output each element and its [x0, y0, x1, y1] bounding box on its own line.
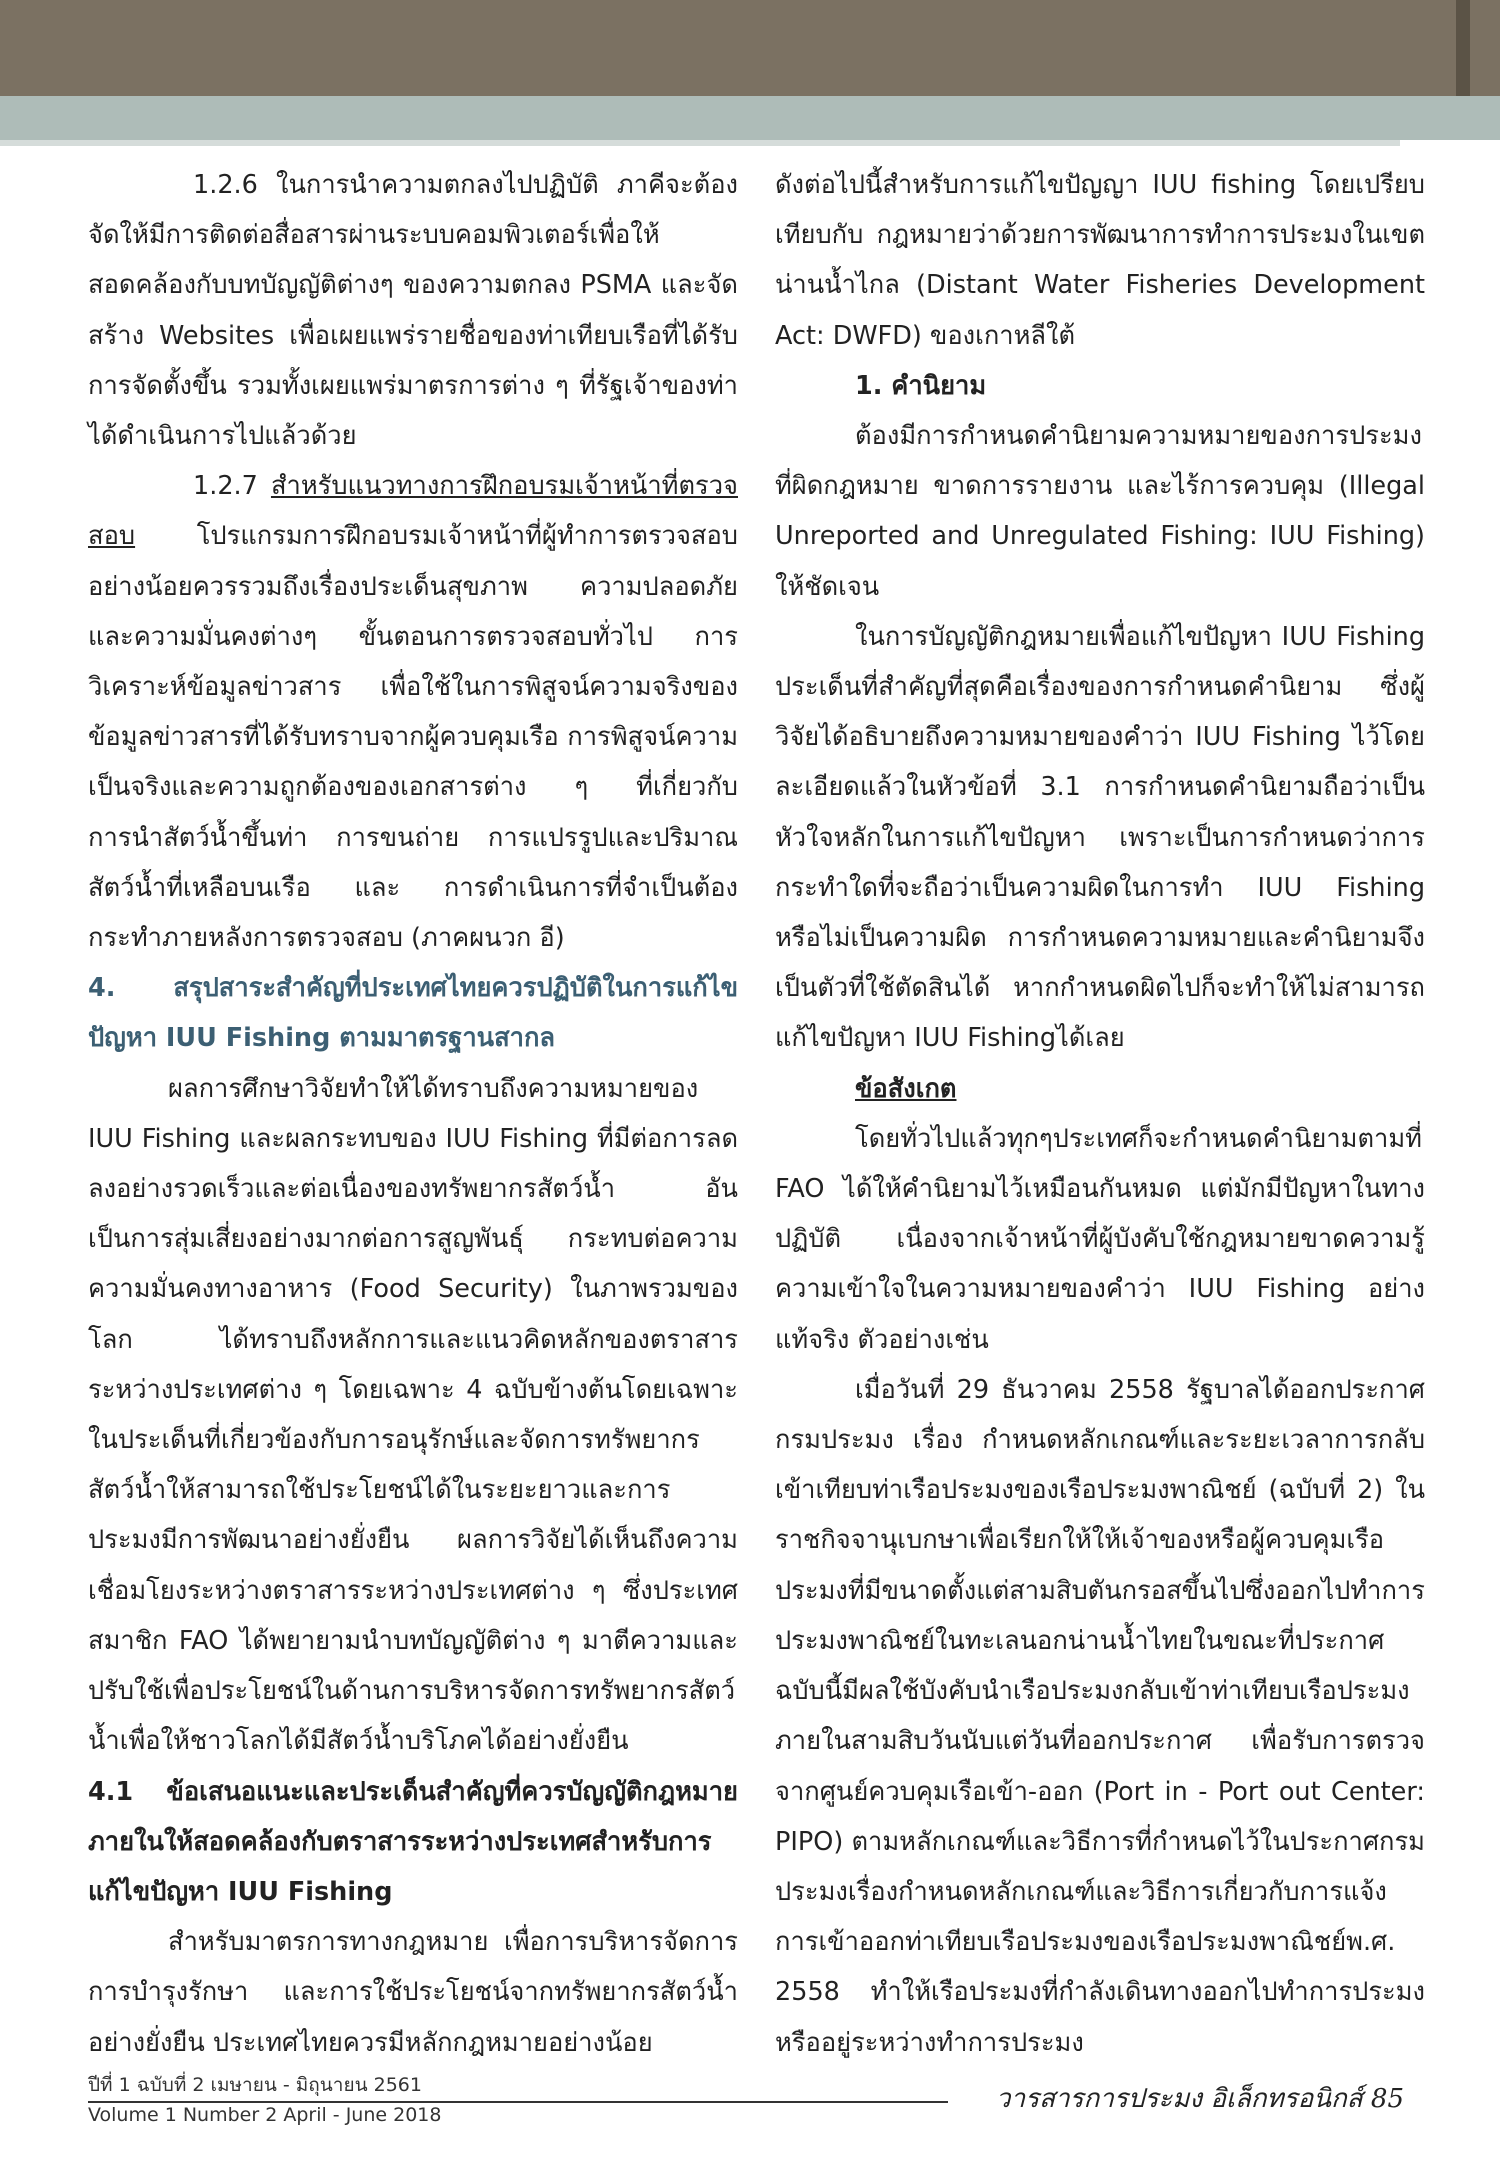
section-heading-4-1: 4.1 ข้อเสนอแนะและประเด็นสำคัญที่ควรบัญญัติกฎหมายภายในให้สอดคล้องกับตราสารระหว่างประเทศสำหรับการแก้ไขปัญหา IUU Fishing [88, 1776, 738, 1907]
journal-name: วารสารการประมง อิเล็กทรอนิกส์ [995, 2084, 1363, 2114]
paragraph-observation: โดยทั่วไปแล้วทุกๆประเทศก็จะกำหนดคำนิยามตามที่ FAO ได้ให้คำนิยามไว้เหมือนกันหมด แต่มักมีปัญหาในทางปฏิบัติ เนื่องจากเจ้าหน้าที่ผู้บังคับใช้กฎหมายขาดความรู้ความเข้าใจในความหมายของคำว่า IUU Fishing อย่างแท้จริง ตัวอย่างเช่น [775, 1123, 1425, 1355]
paragraph-text: โปรแกรมการฝึกอบรมเจ้าหน้าที่ผู้ทำการตรวจสอบ อย่างน้อยควรรวมถึงเรื่องประเด็นสุขภาพ ความปลอดภัยและความมั่นคงต่างๆ ขั้นตอนการตรวจสอบทั่วไป การวิเคราะห์ข้อมูลข่าวสาร เพื่อใช้ในการพิสูจน์ความจริงของข้อมูลข่าวสารที่ได้รับทราบจากผู้ควบคุมเรือ การพิสูจน์ความเป็นจริงและความถูกต้องของเอกสารต่าง ๆ ที่เกี่ยวกับ การนำสัตว์น้ำขึ้นท่า การขนถ่าย การแปรรูปและปริมาณสัตว์น้ำที่เหลือบนเรือ และ การดำเนินการที่จำเป็นต้องกระทำภายหลังการตรวจสอบ (ภาคผนวก อี) [88, 521, 738, 954]
right-column [775, 160, 1425, 2068]
paragraph-1-2-7 [88, 461, 738, 963]
header-band [0, 0, 1500, 96]
left-column [88, 160, 738, 2068]
footer-journal [996, 2078, 1404, 2119]
header-accent-shadow [0, 140, 1400, 146]
observation-label: ข้อสังเกต [855, 1073, 957, 1104]
issue-thai: ปีที่ 1 ฉบับที่ 2 เมษายน - มิถุนายน 2561 [88, 2074, 422, 2096]
observation-label-line [775, 1064, 1425, 1114]
paragraph-example: เมื่อวันที่ 29 ธันวาคม 2558 รัฐบาลได้ออกประกาศกรมประมง เรื่อง กำหนดหลักเกณฑ์และระยะเวลาการกลับเข้าเทียบท่าเรือประมงของเรือประมงพาณิชย์ (ฉบับที่ 2) ในราชกิจจานุเบกษาเพื่อเรียกให้ให้เจ้าของหรือผู้ควบคุมเรือประมงที่มีขนาดตั้งแต่สามสิบตันกรอสขึ้นไปซึ่งออกไปทำการประมงพาณิชย์ในทะเลนอกน่านน้ำไทยในขณะที่ประกาศฉบับนี้มีผลใช้บังคับนำเรือประมงกลับเข้าท่าเทียบเรือประมงภายในสามสิบวันนับแต่วันที่ออกประกาศ เพื่อรับการตรวจจากศูนย์ควบคุมเรือเข้า-ออก (Port in - Port out Center: PIPO) ตามหลักเกณฑ์และวิธีการที่กำหนดไว้ในประกาศกรมประมงเรื่องกำหนดหลักเกณฑ์และวิธีการเกี่ยวกับการแจ้งการเข้าออกท่าเทียบเรือประมงของเรือประมงพาณิชย์พ.ศ. 2558 ทำให้เรือประมงที่กำลังเดินทางออกไปทำการประมงหรืออยู่ระหว่างทำการประมง [775, 1374, 1425, 2058]
header-accent-band [0, 96, 1500, 140]
issue-english: Volume 1 Number 2 April - June 2018 [88, 2104, 442, 2126]
footer-rule [88, 2101, 948, 2103]
paragraph-legal-measures: สำหรับมาตรการทางกฎหมาย เพื่อการบริหารจัดการ การบำรุงรักษา และการใช้ประโยชน์จากทรัพยากรสัตว์น้ำอย่างยั่งยืน ประเทศไทยควรมีหลักกฎหมายอย่างน้อย [88, 1927, 738, 2058]
section-heading-4: 4. สรุปสาระสำคัญที่ประเทศไทยควรปฏิบัติในการแก้ไขปัญหา IUU Fishing ตามมาตรฐานสากล [88, 973, 738, 1054]
underlined-topic: สำหรับแนวทางการฝึกอบรมเจ้าหน้าที่ตรวจสอบ [88, 471, 738, 552]
paragraph-1-2-6: 1.2.6 ในการนำความตกลงไปปฏิบัติ ภาคีจะต้องจัดให้มีการติดต่อสื่อสารผ่านระบบคอมพิวเตอร์เพื่อให้สอดคล้องกับบทบัญญัติต่างๆ ของความตกลง PSMA และจัดสร้าง Websites เพื่อเผยแพร่รายชื่อของท่าเทียบเรือที่ได้รับการจัดตั้งขึ้น รวมทั้งเผยแพร่มาตรการต่าง ๆ ที่รัฐเจ้าของท่าได้ดำเนินการไปแล้วด้วย [88, 170, 738, 452]
paragraph-legislation: ในการบัญญัติกฎหมายเพื่อแก้ไขปัญหา IUU Fishing ประเด็นที่สำคัญที่สุดคือเรื่องของการกำหนดคำนิยาม ซึ่งผู้วิจัยได้อธิบายถึงความหมายของคำว่า IUU Fishing ไว้โดยละเอียดแล้วในหัวข้อที่ 3.1 การกำหนดคำนิยามถือว่าเป็นหัวใจหลักในการแก้ไขปัญหา เพราะเป็นการกำหนดว่าการกระทำใดที่จะถือว่าเป็นความผิดในการทำ IUU Fishing หรือไม่เป็นความผิด การกำหนดความหมายและคำนิยามจึงเป็นตัวที่ใช้ตัดสินได้ หากกำหนดผิดไปก็จะทำให้ไม่สามารถแก้ไขปัญหา IUU Fishingได้เลย [775, 621, 1425, 1054]
header-stripe [1456, 0, 1470, 96]
footer-issue-info [88, 2070, 441, 2130]
page-number: 85 [1370, 2084, 1404, 2114]
paragraph-findings: ผลการศึกษาวิจัยทำให้ได้ทราบถึงความหมายของ IUU Fishing และผลกระทบของ IUU Fishing ที่มีต่อการลดลงอย่างรวดเร็วและต่อเนื่องของทรัพยากรสัตว์น้ำ อันเป็นการสุ่มเสี่ยงอย่างมากต่อการสูญพันธุ์ กระทบต่อความความมั่นคงทางอาหาร (Food Security) ในภาพรวมของโลก ได้ทราบถึงหลักการและแนวคิดหลักของตราสารระหว่างประเทศต่าง ๆ โดยเฉพาะ 4 ฉบับข้างต้นโดยเฉพาะในประเด็นที่เกี่ยวข้องกับการอนุรักษ์และจัดการทรัพยากรสัตว์น้ำให้สามารถใช้ประโยชน์ได้ในระยะยาวและการประมงมีการพัฒนาอย่างยั่งยืน ผลการวิจัยได้เห็นถึงความเชื่อมโยงระหว่างตราสารระหว่างประเทศต่าง ๆ ซึ่งประเทศสมาชิก FAO ได้พยายามนำบทบัญญัติต่าง ๆ มาตีความและปรับใช้เพื่อประโยชน์ในด้านการบริหารจัดการทรัพยากรสัตว์น้ำเพื่อให้ชาวโลกได้มีสัตว์น้ำบริโภคได้อย่างยั่งยืน [88, 1073, 738, 1757]
paragraph-continued: ดังต่อไปนี้สำหรับการแก้ไขปัญญา IUU fishing โดยเปรียบเทียบกับ กฎหมายว่าด้วยการพัฒนาการทำการประมงในเขตน่านน้ำไกล (Distant Water Fisheries Development Act: DWFD) ของเกาหลีใต้ [775, 170, 1425, 351]
section-number: 1.2.7 [193, 471, 258, 502]
subheading-definition: 1. คำนิยาม [855, 370, 987, 401]
paragraph-definition: ต้องมีการกำหนดคำนิยามความหมายของการประมงที่ผิดกฎหมาย ขาดการรายงาน และไร้การควบคุม (Illegal Unreported and Unregulated Fishing: IUU Fishing) ให้ชัดเจน [775, 421, 1425, 602]
